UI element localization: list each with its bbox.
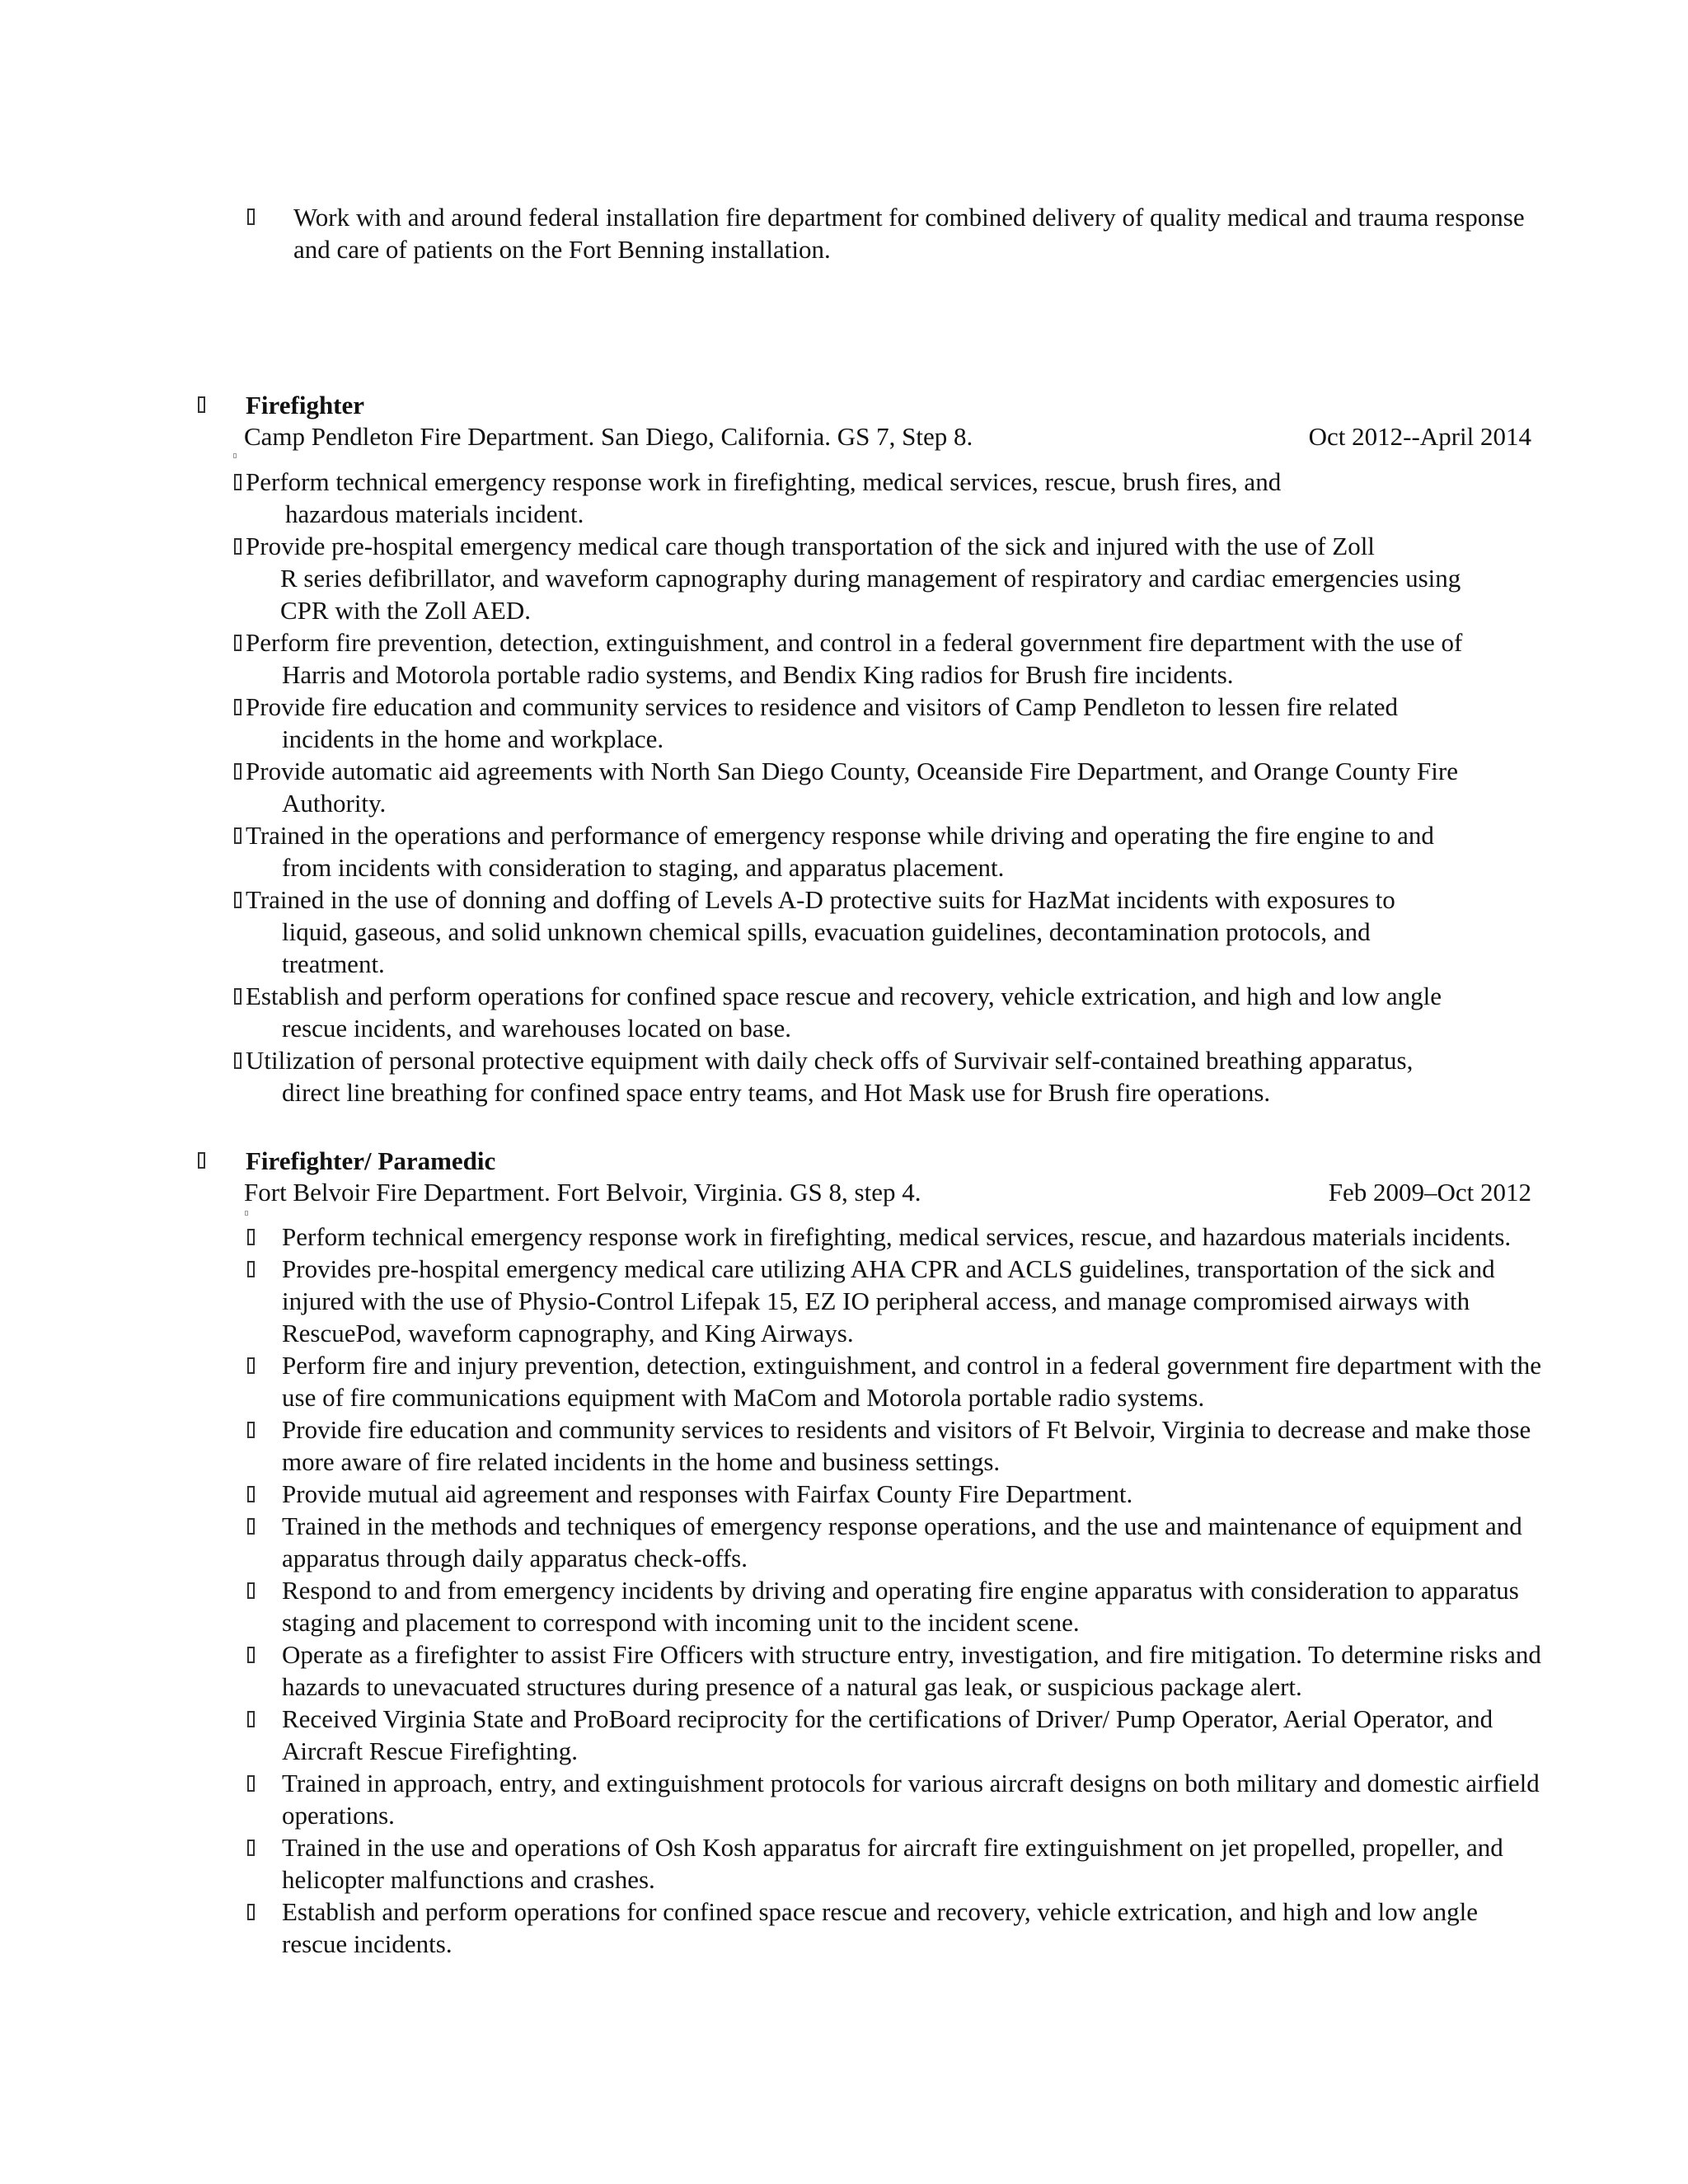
bullet-text: Trained in the operations and performance of emergency response while driving and operating the fire engine to and xyxy=(246,821,1434,850)
bullet-text: Perform technical emergency response work in firefighting, medical services, rescue, brush fires, and xyxy=(246,467,1282,496)
bullet-icon xyxy=(234,538,241,555)
bullet-text: Trained in the use of donning and doffing of Levels A-D protective suits for HazMat incidents with exposures to xyxy=(246,885,1395,914)
small-marker-icon xyxy=(233,453,237,458)
bullet-text: Provide mutual aid agreement and responses with Fairfax County Fire Department. xyxy=(282,1479,1133,1508)
list-item xyxy=(282,1253,1543,1349)
bullet-text: Trained in the methods and techniques of emergency response operations, and the use and maintenance of equipment and apparatus through daily apparatus check-offs. xyxy=(282,1511,1522,1572)
bullet-text-continued: hazardous materials incident. xyxy=(285,499,584,528)
bullet-text: Establish and perform operations for confined space rescue and recovery, vehicle extrication, and high and low angle rescue incidents. xyxy=(282,1897,1478,1958)
bullet-icon xyxy=(247,1647,255,1663)
bullet-icon xyxy=(247,1229,255,1245)
list-item xyxy=(282,1896,1543,1960)
bullet-text: Perform fire and injury prevention, detection, extinguishment, and control in a federal government fire department with the use of fire communications equipment with MaCom and Motorola portable radio systems. xyxy=(282,1351,1541,1412)
job-duties-list xyxy=(234,466,1553,1108)
bullet-icon xyxy=(234,827,241,844)
bullet-text: Establish and perform operations for confined space rescue and recovery, vehicle extrication, and high and low angle xyxy=(246,982,1442,1010)
bullet-text-continued: incidents in the home and workplace. xyxy=(282,724,664,753)
bullet-text: Respond to and from emergency incidents by driving and operating fire engine apparatus with consideration to apparatus staging and placement to correspond with incoming unit to the incident scene. xyxy=(282,1576,1519,1637)
bullet-text: Perform technical emergency response work in firefighting, medical services, rescue, and hazardous materials incidents. xyxy=(282,1222,1512,1251)
bullet-icon xyxy=(247,1582,255,1599)
bullet-icon xyxy=(247,1486,255,1502)
bullet-icon xyxy=(234,892,241,908)
bullet-icon xyxy=(247,1711,255,1727)
bullet-text-continued: treatment. xyxy=(282,949,385,978)
bullet-icon xyxy=(247,1357,255,1374)
bullet-icon xyxy=(247,1261,255,1277)
job-employer: Fort Belvoir Fire Department. Fort Belvoir, Virginia. GS 8, step 4. xyxy=(244,1178,921,1207)
list-item xyxy=(234,1044,1553,1108)
list-item xyxy=(234,466,1553,530)
list-item xyxy=(282,1413,1543,1478)
job-title: Firefighter xyxy=(246,391,365,419)
bullet-icon xyxy=(247,209,255,225)
bullet-icon xyxy=(247,1422,255,1438)
bullet-icon xyxy=(247,1775,255,1792)
job-employer: Camp Pendleton Fire Department. San Diego, California. GS 7, Step 8. xyxy=(244,422,973,451)
bullet-text: Provide fire education and community services to residents and visitors of Ft Belvoir, Virginia to decrease and make those more aware of fire related incidents in the home and business settings. xyxy=(282,1415,1531,1476)
list-item xyxy=(282,1574,1543,1638)
bullet-text: Received Virginia State and ProBoard reciprocity for the certifications of Driver/ Pump Operator, Aerial Operator, and Aircraft Rescue Firefighting. xyxy=(282,1704,1493,1765)
list-item xyxy=(234,626,1553,691)
bullet-icon xyxy=(234,763,241,780)
job-dates: Oct 2012--April 2014 xyxy=(1308,422,1531,451)
bullet-icon xyxy=(198,1152,205,1169)
bullet-text-continued: from incidents with consideration to staging, and apparatus placement. xyxy=(282,853,1005,882)
bullet-icon xyxy=(247,1904,255,1920)
list-item xyxy=(234,883,1553,980)
small-marker-icon xyxy=(245,1211,248,1216)
bullet-text-continued: R series defibrillator, and waveform capnography during management of respiratory and cardiac emergencies using xyxy=(280,564,1461,593)
bullet-text: Provide automatic aid agreements with North San Diego County, Oceanside Fire Department, and Orange County Fire xyxy=(246,757,1458,785)
list-item xyxy=(282,1638,1543,1703)
list-item xyxy=(282,1767,1543,1831)
bullet-icon xyxy=(247,1518,255,1535)
bullet-icon xyxy=(234,699,241,715)
list-item xyxy=(282,1831,1543,1896)
list-item xyxy=(282,1703,1543,1767)
bullet-text: Operate as a firefighter to assist Fire Officers with structure entry, investigation, and fire mitigation. To determine risks and hazards to unevacuated structures during presence of a natural gas leak, or suspicious package alert. xyxy=(282,1640,1541,1701)
list-item xyxy=(282,1221,1543,1253)
job-dates: Feb 2009–Oct 2012 xyxy=(1328,1178,1531,1207)
bullet-text: Provide fire education and community services to residence and visitors of Camp Pendleton to lessen fire related xyxy=(246,692,1399,721)
bullet-text-continued: direct line breathing for confined space entry teams, and Hot Mask use for Brush fire operations. xyxy=(282,1078,1271,1107)
job-title: Firefighter/ Paramedic xyxy=(246,1146,496,1175)
bullet-icon xyxy=(234,474,241,490)
bullet-text: Provide pre-hospital emergency medical care though transportation of the sick and injured with the use of Zoll xyxy=(246,532,1375,560)
bullet-text-continued: rescue incidents, and warehouses located on base. xyxy=(282,1014,792,1043)
bullet-icon xyxy=(198,396,205,413)
bullet-text-continued: Harris and Motorola portable radio systems, and Bendix King radios for Brush fire incidents. xyxy=(282,660,1234,689)
bullet-text: Provides pre-hospital emergency medical care utilizing AHA CPR and ACLS guidelines, transportation of the sick and injured with the use of Physio-Control Lifepak 15, EZ IO peripheral access, and manage compromised airways with RescuePod, waveform capnography, and King Airways. xyxy=(282,1254,1495,1347)
bullet-text-continued: liquid, gaseous, and solid unknown chemical spills, evacuation guidelines, decontamination protocols, and xyxy=(282,917,1371,946)
list-item xyxy=(234,691,1553,755)
bullet-text-continued: CPR with the Zoll AED. xyxy=(280,596,531,625)
bullet-icon xyxy=(234,635,241,651)
list-item xyxy=(293,201,1530,265)
list-item xyxy=(282,1349,1543,1413)
list-item xyxy=(234,980,1553,1044)
bullet-text: Work with and around federal installation fire department for combined delivery of quality medical and trauma response and care of patients on the Fort Benning installation. xyxy=(293,203,1525,264)
bullet-text-continued: Authority. xyxy=(282,789,387,818)
list-item xyxy=(234,530,1553,626)
list-item xyxy=(282,1478,1543,1510)
job-duties-list xyxy=(282,1221,1543,1960)
bullet-text: Utilization of personal protective equipment with daily check offs of Survivair self-contained breathing apparatus, xyxy=(246,1046,1414,1075)
bullet-text: Trained in the use and operations of Osh Kosh apparatus for aircraft fire extinguishment on jet propelled, propeller, and helicopter malfunctions and crashes. xyxy=(282,1833,1503,1894)
list-item xyxy=(234,755,1553,819)
list-item xyxy=(234,819,1553,883)
list-item xyxy=(282,1510,1543,1574)
bullet-icon xyxy=(234,1052,241,1069)
bullet-icon xyxy=(247,1840,255,1856)
bullet-icon xyxy=(234,988,241,1005)
bullet-text: Trained in approach, entry, and extinguishment protocols for various aircraft designs on both military and domestic airfield operations. xyxy=(282,1769,1540,1830)
bullet-text: Perform fire prevention, detection, extinguishment, and control in a federal government fire department with the use of xyxy=(246,628,1463,657)
